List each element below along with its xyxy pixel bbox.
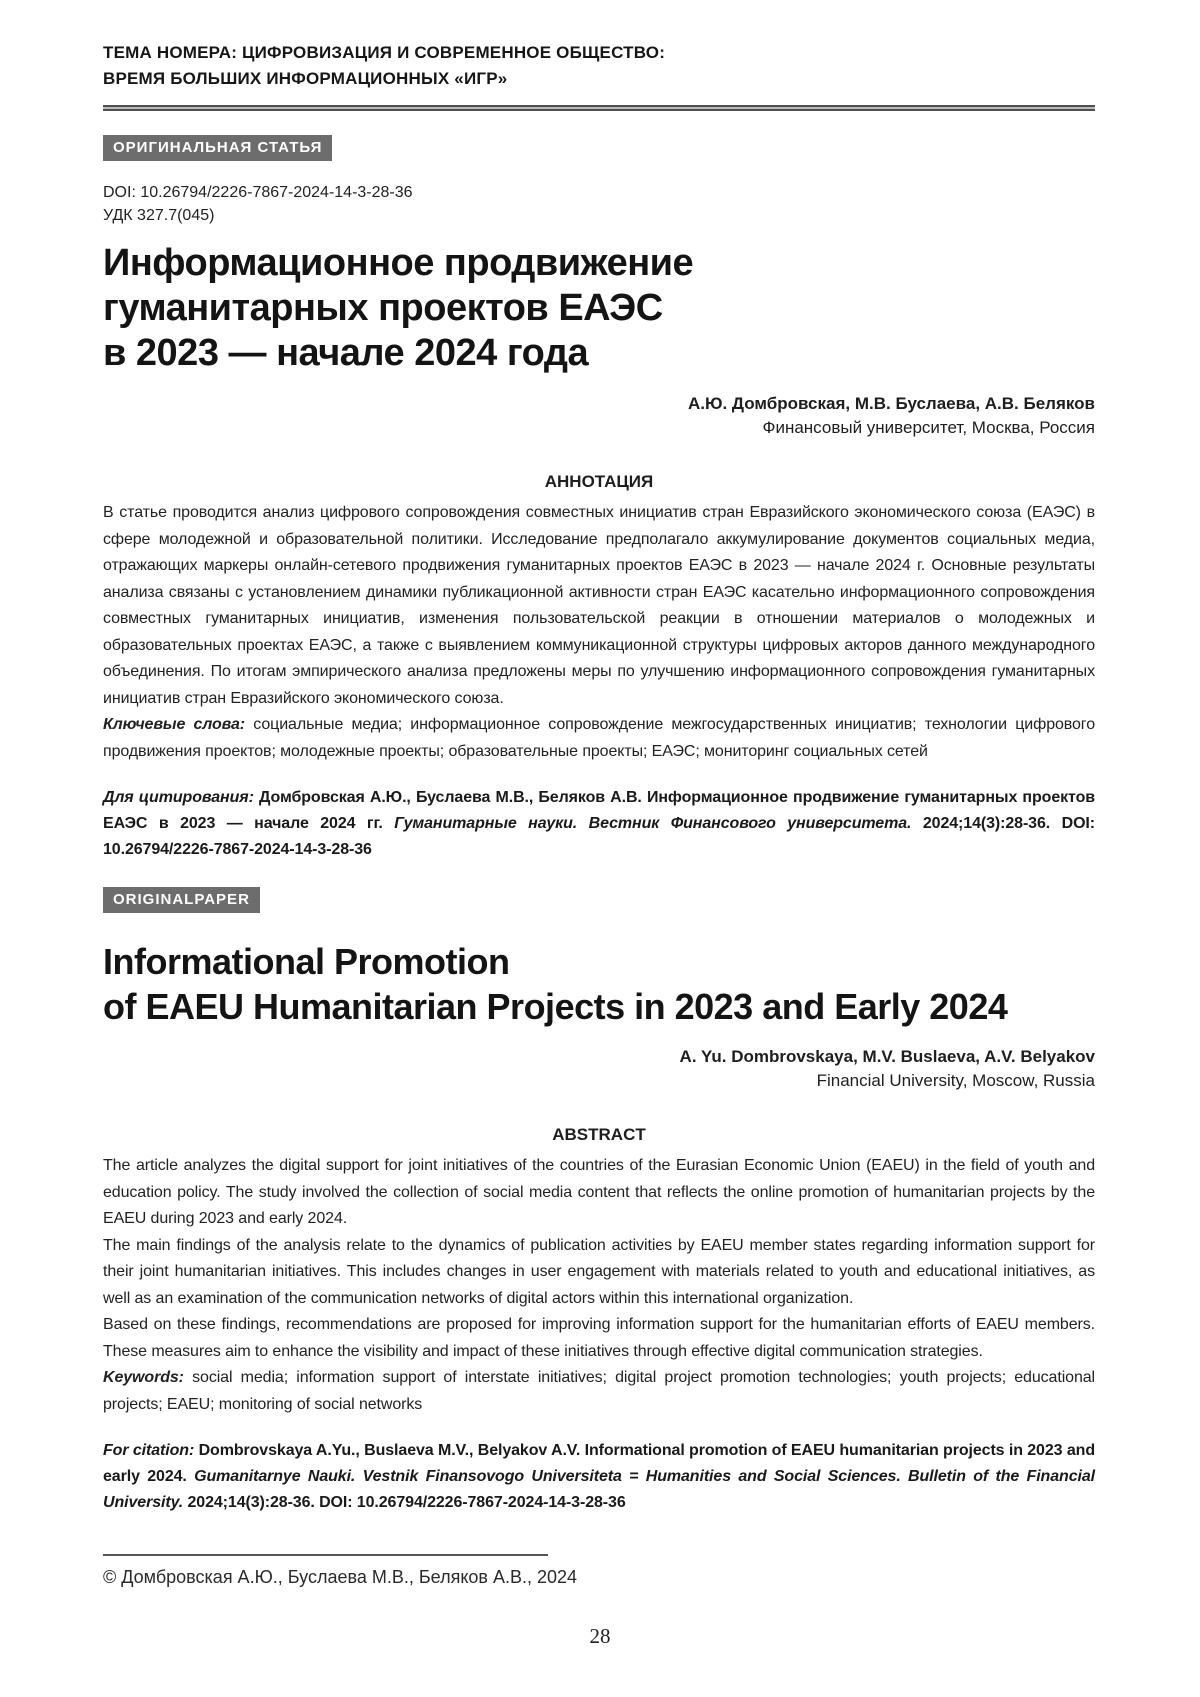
ru-keywords-text: социальные медиа; информационное сопровождение межгосударственных инициатив; технологии цифрового продвижения проектов; молодежные проекты; образовательные проекты; ЕАЭС; мониторинг социальных сетей (103, 716, 1095, 760)
ru-article-type-badge: ОРИГИНАЛЬНАЯ СТАТЬЯ (103, 135, 332, 161)
page-content (103, 40, 1095, 1590)
copyright-line: © Домбровская А.Ю., Буслаева М.В., Беляков А.В., 2024 (103, 1567, 578, 1587)
en-abstract-paragraph: The article analyzes the digital support for joint initiatives of the countries of the Eurasian Economic Union (EAEU) in the field of youth and education policy. The study involved the collection of social media content that reflects the online promotion of humanitarian projects by the EAEU during 2023 and early 2024. (103, 1157, 1095, 1227)
en-keywords-text: social media; information support of interstate initiatives; digital project promotion technologies; youth projects; educational projects; EAEU; monitoring of social networks (103, 1369, 1095, 1413)
doi: DOI: 10.26794/2226-7867-2024-14-3-28-36 (103, 184, 413, 201)
ru-keywords-label: Ключевые слова: (103, 716, 246, 733)
en-citation-text: Dombrovskaya A.Yu., Buslaeva M.V., Belyakov A.V. Informational promotion of EAEU humanitarian projects in 2023 and early 2024. (103, 1442, 1095, 1485)
copyright-divider (103, 1554, 548, 1556)
en-citation-tail: 2024;14(3):28-36. DOI: 10.26794/2226-7867-2024-14-3-28-36 (183, 1494, 626, 1511)
ru-byline (103, 392, 1095, 440)
ru-authors: А.Ю. Домбровская, М.В. Буслаева, А.В. Беляков (687, 394, 1095, 413)
en-byline (103, 1045, 1095, 1093)
page-number: 28 (589, 1624, 611, 1648)
ru-citation-text: Домбровская А.Ю., Буслаева М.В., Беляков А.В. Информационное продвижение гуманитарных проектов ЕАЭС в 2023 — начале 2024 гг. (103, 789, 1095, 832)
en-title: Informational Promotion of EAEU Humanitarian Projects in 2023 and Early 2024 (103, 941, 1008, 1027)
ru-title: Информационное продвижение гуманитарных проектов ЕАЭС в 2023 — начале 2024 года (103, 242, 694, 374)
issue-theme: ТЕМА НОМЕРА: ЦИФРОВИЗАЦИЯ И СОВРЕМЕННОЕ ОБЩЕСТВО: ВРЕМЯ БОЛЬШИХ ИНФОРМАЦИОННЫХ «ИГР» (103, 43, 666, 88)
en-keywords (103, 1365, 1095, 1418)
en-affiliation: Financial University, Moscow, Russia (816, 1071, 1095, 1090)
ru-abstract-heading: АННОТАЦИЯ (544, 472, 654, 491)
en-abstract-heading: ABSTRACT (552, 1125, 646, 1144)
ru-citation-tail: 2024;14(3):28-36. DOI: 10.26794/2226-7867-2024-14-3-28-36 (103, 815, 1095, 858)
ru-citation (103, 785, 1095, 863)
udk: УДК 327.7(045) (103, 207, 215, 224)
ru-affiliation: Финансовый университет, Москва, Россия (762, 418, 1095, 437)
en-abstract-block (103, 1153, 1095, 1418)
ru-keywords (103, 712, 1095, 765)
ru-citation-label: Для цитирования: (103, 789, 254, 806)
en-article-type-badge: ORIGINALPAPER (103, 887, 260, 913)
en-keywords-label: Keywords: (103, 1369, 184, 1386)
ru-abstract: В статье проводится анализ цифрового сопровождения совместных инициатив стран Евразийского экономического союза (ЕАЭС) в сфере молодежной и образовательной политики. Исследование предполагало аккумулирование документов социальных медиа, отражающих маркеры онлайн-сетевого продвижения гуманитарных проектов ЕАЭС в 2023 — начале 2024 г. Основные результаты анализа связаны с установлением динамики публикационной активности стран ЕАЭС касательно информационного сопровождения совместных гуманитарных инициатив, изменения пользовательской реакции в отношении материалов о молодежных и образовательных проектах ЕАЭС, а также с выявлением коммуникационной структуры цифровых акторов данного международного объединения. По итогам эмпирического анализа предложены меры по улучшению информационного сопровождения гуманитарных инициатив стран Евразийского экономического союза. (103, 504, 1095, 707)
ru-citation-journal: Гуманитарные науки. Вестник Финансового университета. (394, 815, 912, 832)
en-citation (103, 1438, 1095, 1516)
ru-abstract-block (103, 500, 1095, 765)
en-citation-label: For citation: (103, 1442, 195, 1459)
doi-udk-block (103, 181, 1095, 227)
en-abstract-paragraph: The main findings of the analysis relate to the dynamics of publication activities by EAEU member states regarding information support for their joint humanitarian initiatives. This includes changes in user engagement with materials related to youth and educational initiatives, as well as an examination of the communication networks of digital actors within this international organization. (103, 1236, 1095, 1307)
en-authors: A. Yu. Dombrovskaya, M.V. Buslaeva, A.V. Belyakov (679, 1047, 1095, 1066)
en-abstract-paragraph: Based on these findings, recommendations are proposed for improving information support for the humanitarian efforts of EAEU members. These measures aim to enhance the visibility and impact of these initiatives through effective digital communication strategies. (103, 1316, 1095, 1360)
en-citation-journal: Gumanitarnye Nauki. Vestnik Finansovogo Universiteta = Humanities and Social Sciences. Bulletin of the Financial University. (103, 1468, 1095, 1511)
